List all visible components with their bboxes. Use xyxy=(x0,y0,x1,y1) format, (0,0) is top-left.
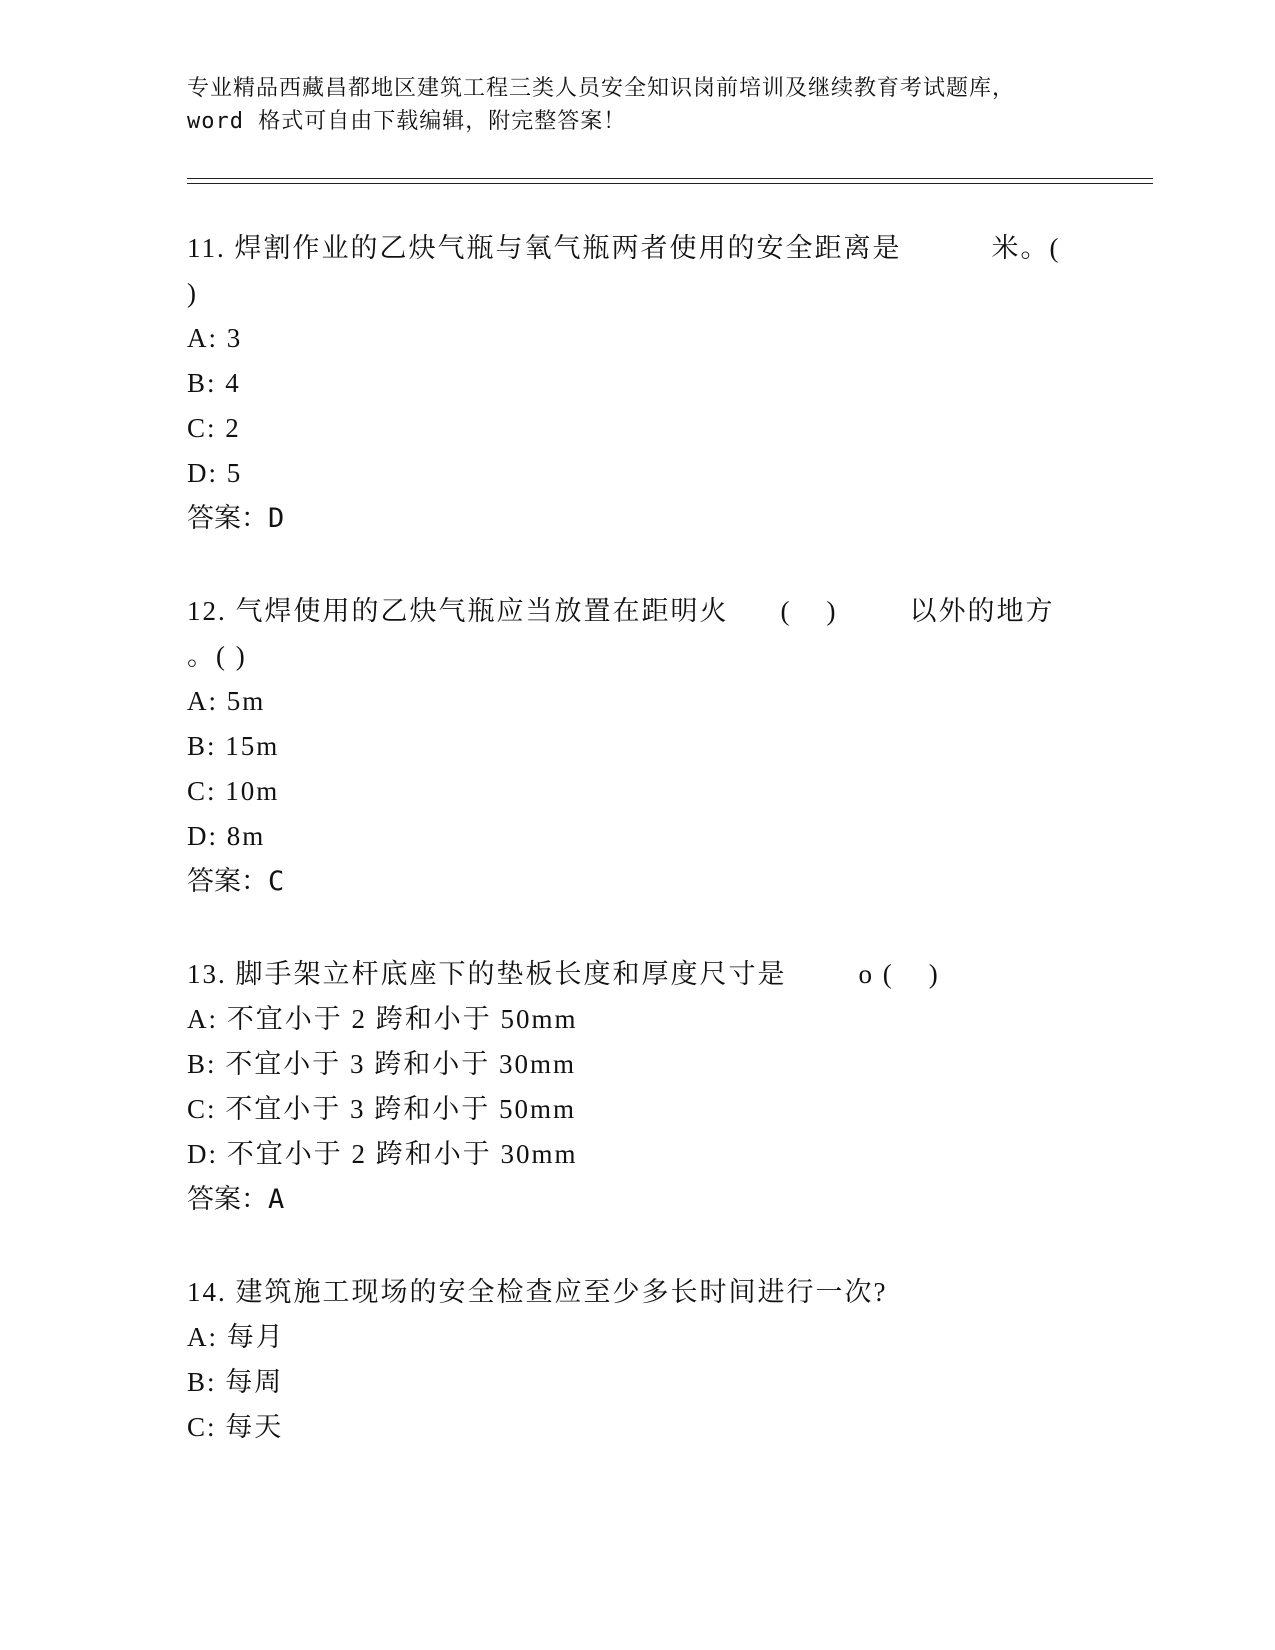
question-stem xyxy=(187,589,1087,634)
option-c: C: 2 xyxy=(187,413,241,443)
answer-blank-parentheses: ( ) xyxy=(780,596,838,626)
question-stem-suffix: 米。( xyxy=(991,233,1061,263)
option-b: B: 每周 xyxy=(187,1367,284,1397)
answer-line: 答案：A xyxy=(187,1184,285,1215)
option-d: D: 5 xyxy=(187,458,243,488)
option-a: A: 每月 xyxy=(187,1322,285,1352)
question-stem-suffix: 以外的地方 xyxy=(909,596,1055,626)
header-divider-bottom xyxy=(187,183,1153,184)
header-title-line-2: word 格式可自由下载编辑，附完整答案！ xyxy=(187,109,627,134)
question-stem-suffix: o ( ) xyxy=(858,959,940,989)
question-stem-text: 11. 焊割作业的乙炔气瓶与氧气瓶两者使用的安全距离是 xyxy=(187,233,902,263)
option-c: C: 10m xyxy=(187,776,280,806)
answer-line: 答案：C xyxy=(187,866,285,897)
question-stem-continuation: ) xyxy=(187,278,198,308)
question-stem-text: 13. 脚手架立杆底座下的垫板长度和厚度尺寸是 xyxy=(187,959,787,989)
option-a: A: 3 xyxy=(187,323,243,353)
document-header xyxy=(187,72,1087,138)
question-stem xyxy=(187,226,1087,271)
option-d: D: 8m xyxy=(187,821,266,851)
option-a: A: 5m xyxy=(187,686,266,716)
header-divider-top xyxy=(187,178,1153,179)
option-c: C: 不宜小于 3 跨和小于 50mm xyxy=(187,1094,577,1124)
option-c: C: 每天 xyxy=(187,1412,284,1442)
answer-line: 答案：D xyxy=(187,503,285,534)
header-title-line-1: 专业精品西藏昌都地区建筑工程三类人员安全知识岗前培训及继续教育考试题库， xyxy=(187,76,1016,101)
question-13 xyxy=(187,952,1087,1222)
question-11 xyxy=(187,226,1087,541)
question-stem: 14. 建筑施工现场的安全检查应至少多长时间进行一次? xyxy=(187,1277,888,1307)
option-a: A: 不宜小于 2 跨和小于 50mm xyxy=(187,1004,578,1034)
question-stem-continuation: 。( ) xyxy=(187,641,247,671)
option-b: B: 不宜小于 3 跨和小于 30mm xyxy=(187,1049,577,1079)
question-12 xyxy=(187,589,1087,904)
option-b: B: 15m xyxy=(187,731,280,761)
question-14 xyxy=(187,1270,1087,1450)
option-d: D: 不宜小于 2 跨和小于 30mm xyxy=(187,1139,578,1169)
question-stem xyxy=(187,952,1087,997)
question-stem-text: 12. 气焊使用的乙炔气瓶应当放置在距明火 xyxy=(187,596,729,626)
option-b: B: 4 xyxy=(187,368,241,398)
